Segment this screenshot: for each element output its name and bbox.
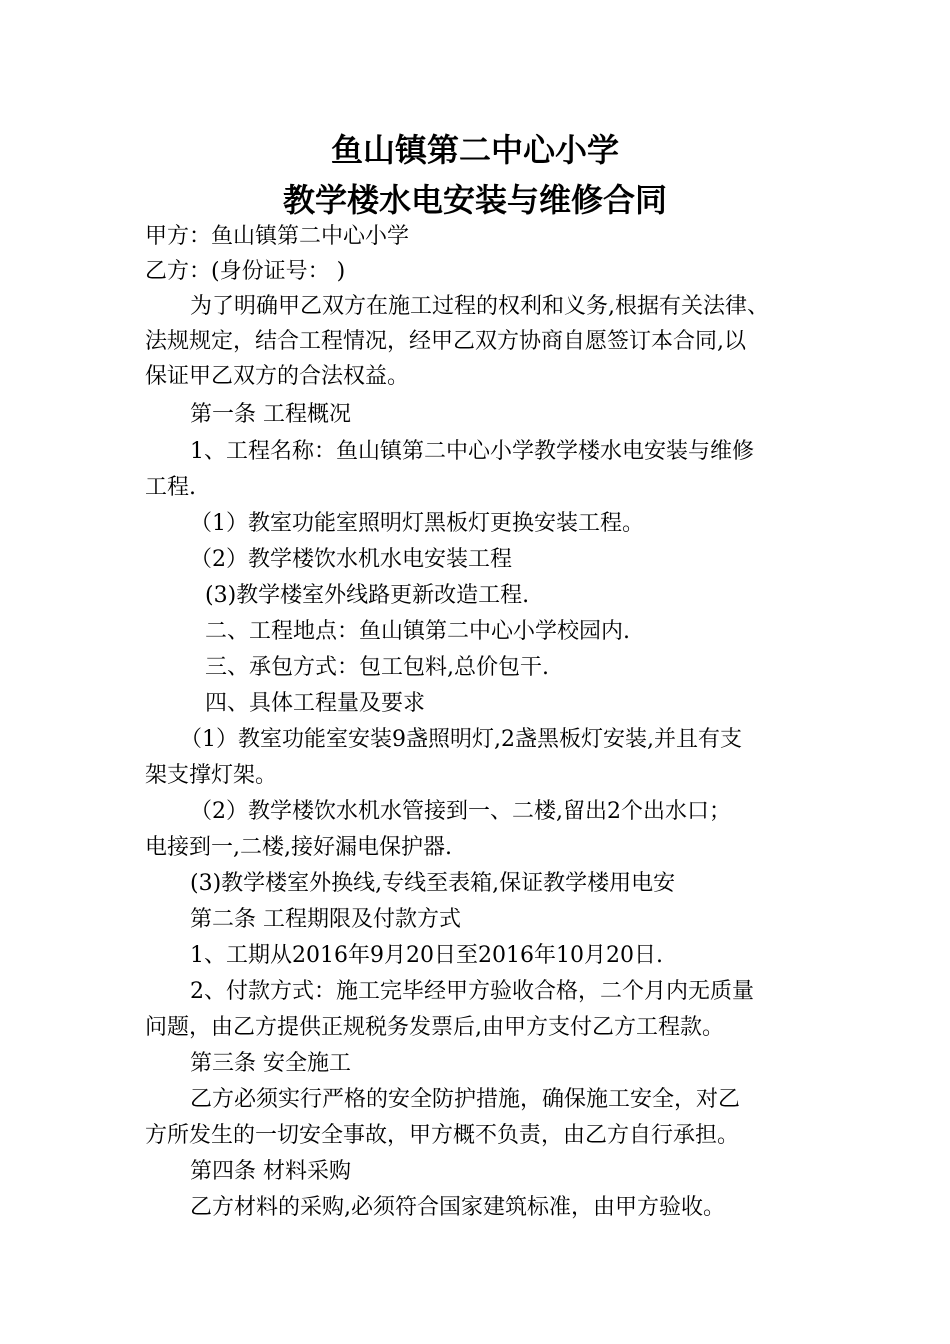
title-line-1: 鱼山镇第二中心小学	[330, 131, 619, 169]
article1-heading: 第一条 工程概况	[190, 402, 351, 427]
article3-text-line-2: 方所发生的一切安全事故，甲方概不负责，由乙方自行承担。	[145, 1123, 740, 1148]
requirement-2-line-1: （2）教学楼饮水机水管接到一、二楼,留出2个出水口；	[190, 799, 731, 824]
article1-item-3: (3)教学楼室外线路更新改造工程.	[205, 583, 530, 608]
article3-heading: 第三条 安全施工	[190, 1051, 351, 1076]
intro-line-2: 法规规定，结合工程情况，经甲乙双方协商自愿签订本合同,以	[145, 329, 746, 354]
party-a: 甲方：鱼山镇第二中心小学	[145, 224, 410, 249]
article2-period: 1、工期从2016年9月20日至2016年10月20日.	[190, 943, 663, 968]
requirement-3: (3)教学楼室外换线,专线至表箱,保证教学楼用电安	[190, 871, 676, 896]
article1-item-2: （2）教学楼饮水机水电安装工程	[190, 547, 512, 572]
article1-name-line-2: 工程.	[145, 475, 196, 500]
article1-name-line-1: 1、工程名称：鱼山镇第二中心小学教学楼水电安装与维修	[190, 439, 754, 464]
article2-payment-line-1: 2、付款方式：施工完毕经甲方验收合格，二个月内无质量	[190, 979, 754, 1004]
intro-line-1: 为了明确甲乙双方在施工过程的权利和义务,根据有关法律、	[190, 294, 769, 319]
party-b: 乙方：(身份证号： )	[145, 259, 346, 284]
article1-location: 二、工程地点：鱼山镇第二中心小学校园内.	[205, 619, 630, 644]
title-line-2: 教学楼水电安装与维修合同	[282, 181, 667, 219]
requirement-1-line-1: （1）教室功能室安装9盏照明灯,2盏黑板灯安装,并且有支	[180, 727, 742, 752]
article4-heading: 第四条 材料采购	[190, 1159, 351, 1184]
requirement-1-line-2: 架支撑灯架。	[145, 763, 278, 788]
article3-text-line-1: 乙方必须实行严格的安全防护措施，确保施工安全，对乙	[190, 1087, 741, 1112]
article1-requirements-heading: 四、具体工程量及要求	[205, 691, 426, 716]
article2-heading: 第二条 工程期限及付款方式	[190, 907, 461, 932]
intro-line-3: 保证甲乙双方的合法权益。	[145, 364, 410, 389]
article4-text: 乙方材料的采购,必须符合国家建筑标准，由甲方验收。	[190, 1195, 725, 1220]
requirement-2-line-2: 电接到一,二楼,接好漏电保护器.	[145, 835, 452, 860]
article1-item-1: （1）教室功能室照明灯黑板灯更换安装工程。	[190, 511, 644, 536]
article1-contract-mode: 三、承包方式：包工包料,总价包干.	[205, 655, 549, 680]
article2-payment-line-2: 问题，由乙方提供正规税务发票后,由甲方支付乙方工程款。	[145, 1015, 724, 1040]
